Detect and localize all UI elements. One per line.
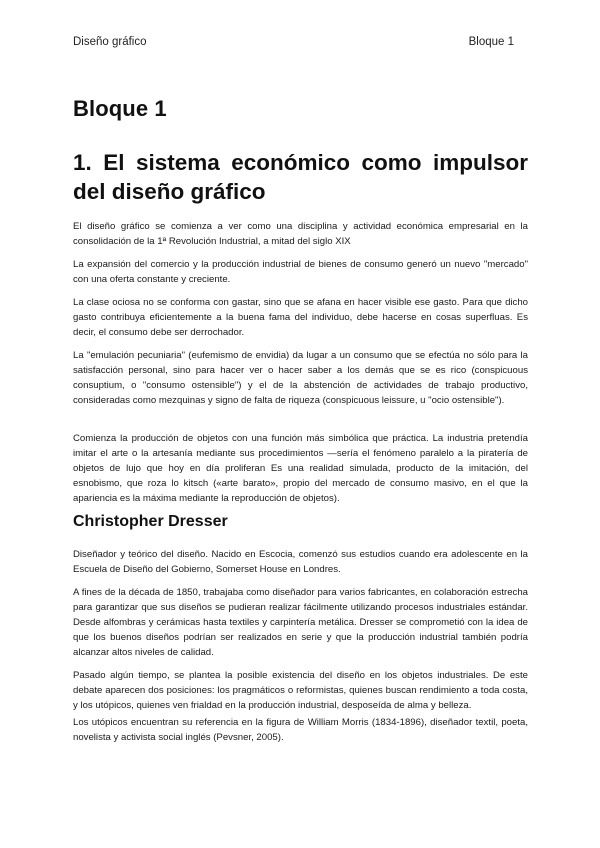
paragraph-dresser-work: A fines de la década de 1850, trabajaba como diseñador para varios fabricantes, en colaboración estrecha para garantizar que sus diseños se pudieran realizar fácilmente utilizando procesos industriales estándar. Desde alfombras y cerámicas hasta textiles y carpintería metálica. Dresser se comprometió con la idea de que los buenos diseños podrían ser realizados en serie y que la producción industrial también podría alcanzar altos niveles de calidad. [73,587,528,658]
paragraph-emulacion: La "emulación pecuniaria" (eufemismo de envidia) da lugar a un consumo que se efectúa no sólo para la satisfacción personal, sino para hacer ver o hacer saber a los demás que se es rico (conspicuous consuptium, o "consumo ostensible") y el de la abstención de actividades de trabajo productivo, consideradas como mezquinas y signo de falta de riqueza (conspicuous leissure, u "ocio ostensible"). [73,350,528,406]
header-course-title: Diseño gráfico [73,36,147,48]
paragraph-dresser-bio: Diseñador y teórico del diseño. Nacido en Escocia, comenzó sus estudios cuando era adolescente en la Escuela de Diseño del Gobierno, Somerset House en Londres. [73,549,528,575]
paragraph-produccion: Comienza la producción de objetos con una función más simbólica que práctica. La industria pretendía imitar el arte o la artesanía mediante sus procedimientos —sería el fenómeno paralelo a la piratería de objetos de lujo que hoy en día proliferan Es una realidad simulada, producto de la imitación, del esnobismo, que roza lo kitsch («arte barato», propio del mercado de consumo masivo, en el que la apariencia es la máxima mediante la reproducción de objetos). [73,433,528,504]
running-header [73,36,514,52]
paragraph-debate: Pasado algún tiempo, se plantea la posible existencia del diseño en los objetos industriales. De este debate aparecen dos posiciones: los pragmáticos o reformistas, quienes buscan rendimiento a toda costa, y los utópicos, quienes ven frialdad en la producción industrial, desposeída de alma y belleza. [73,670,528,711]
paragraph-utopicos: Los utópicos encuentran su referencia en la figura de William Morris (1834-1896), diseñador textil, poeta, novelista y activista social inglés (Pevsner, 2005). [73,717,528,743]
section-title: 1. El sistema económico como impulsor del diseño gráfico [73,150,528,204]
block-title: Bloque 1 [73,96,167,121]
paragraph-intro: El diseño gráfico se comienza a ver como una disciplina y actividad económica empresarial en la consolidación de la 1ª Revolución Industrial, a mitad del siglo XIX [73,221,528,247]
subsection-title: Christopher Dresser [73,513,228,530]
header-block-label: Bloque 1 [468,36,514,48]
paragraph-clase-ociosa: La clase ociosa no se conforma con gastar, sino que se afana en hacer visible ese gasto. Para que dicho gasto contribuya eficientemente a la buena fama del individuo, debe hacerse en cosas superfluas. Es decir, el consumo debe ser derrochador. [73,297,528,338]
paragraph-expansion: La expansión del comercio y la producción industrial de bienes de consumo generó un nuevo "mercado" con una oferta constante y creciente. [73,259,528,285]
